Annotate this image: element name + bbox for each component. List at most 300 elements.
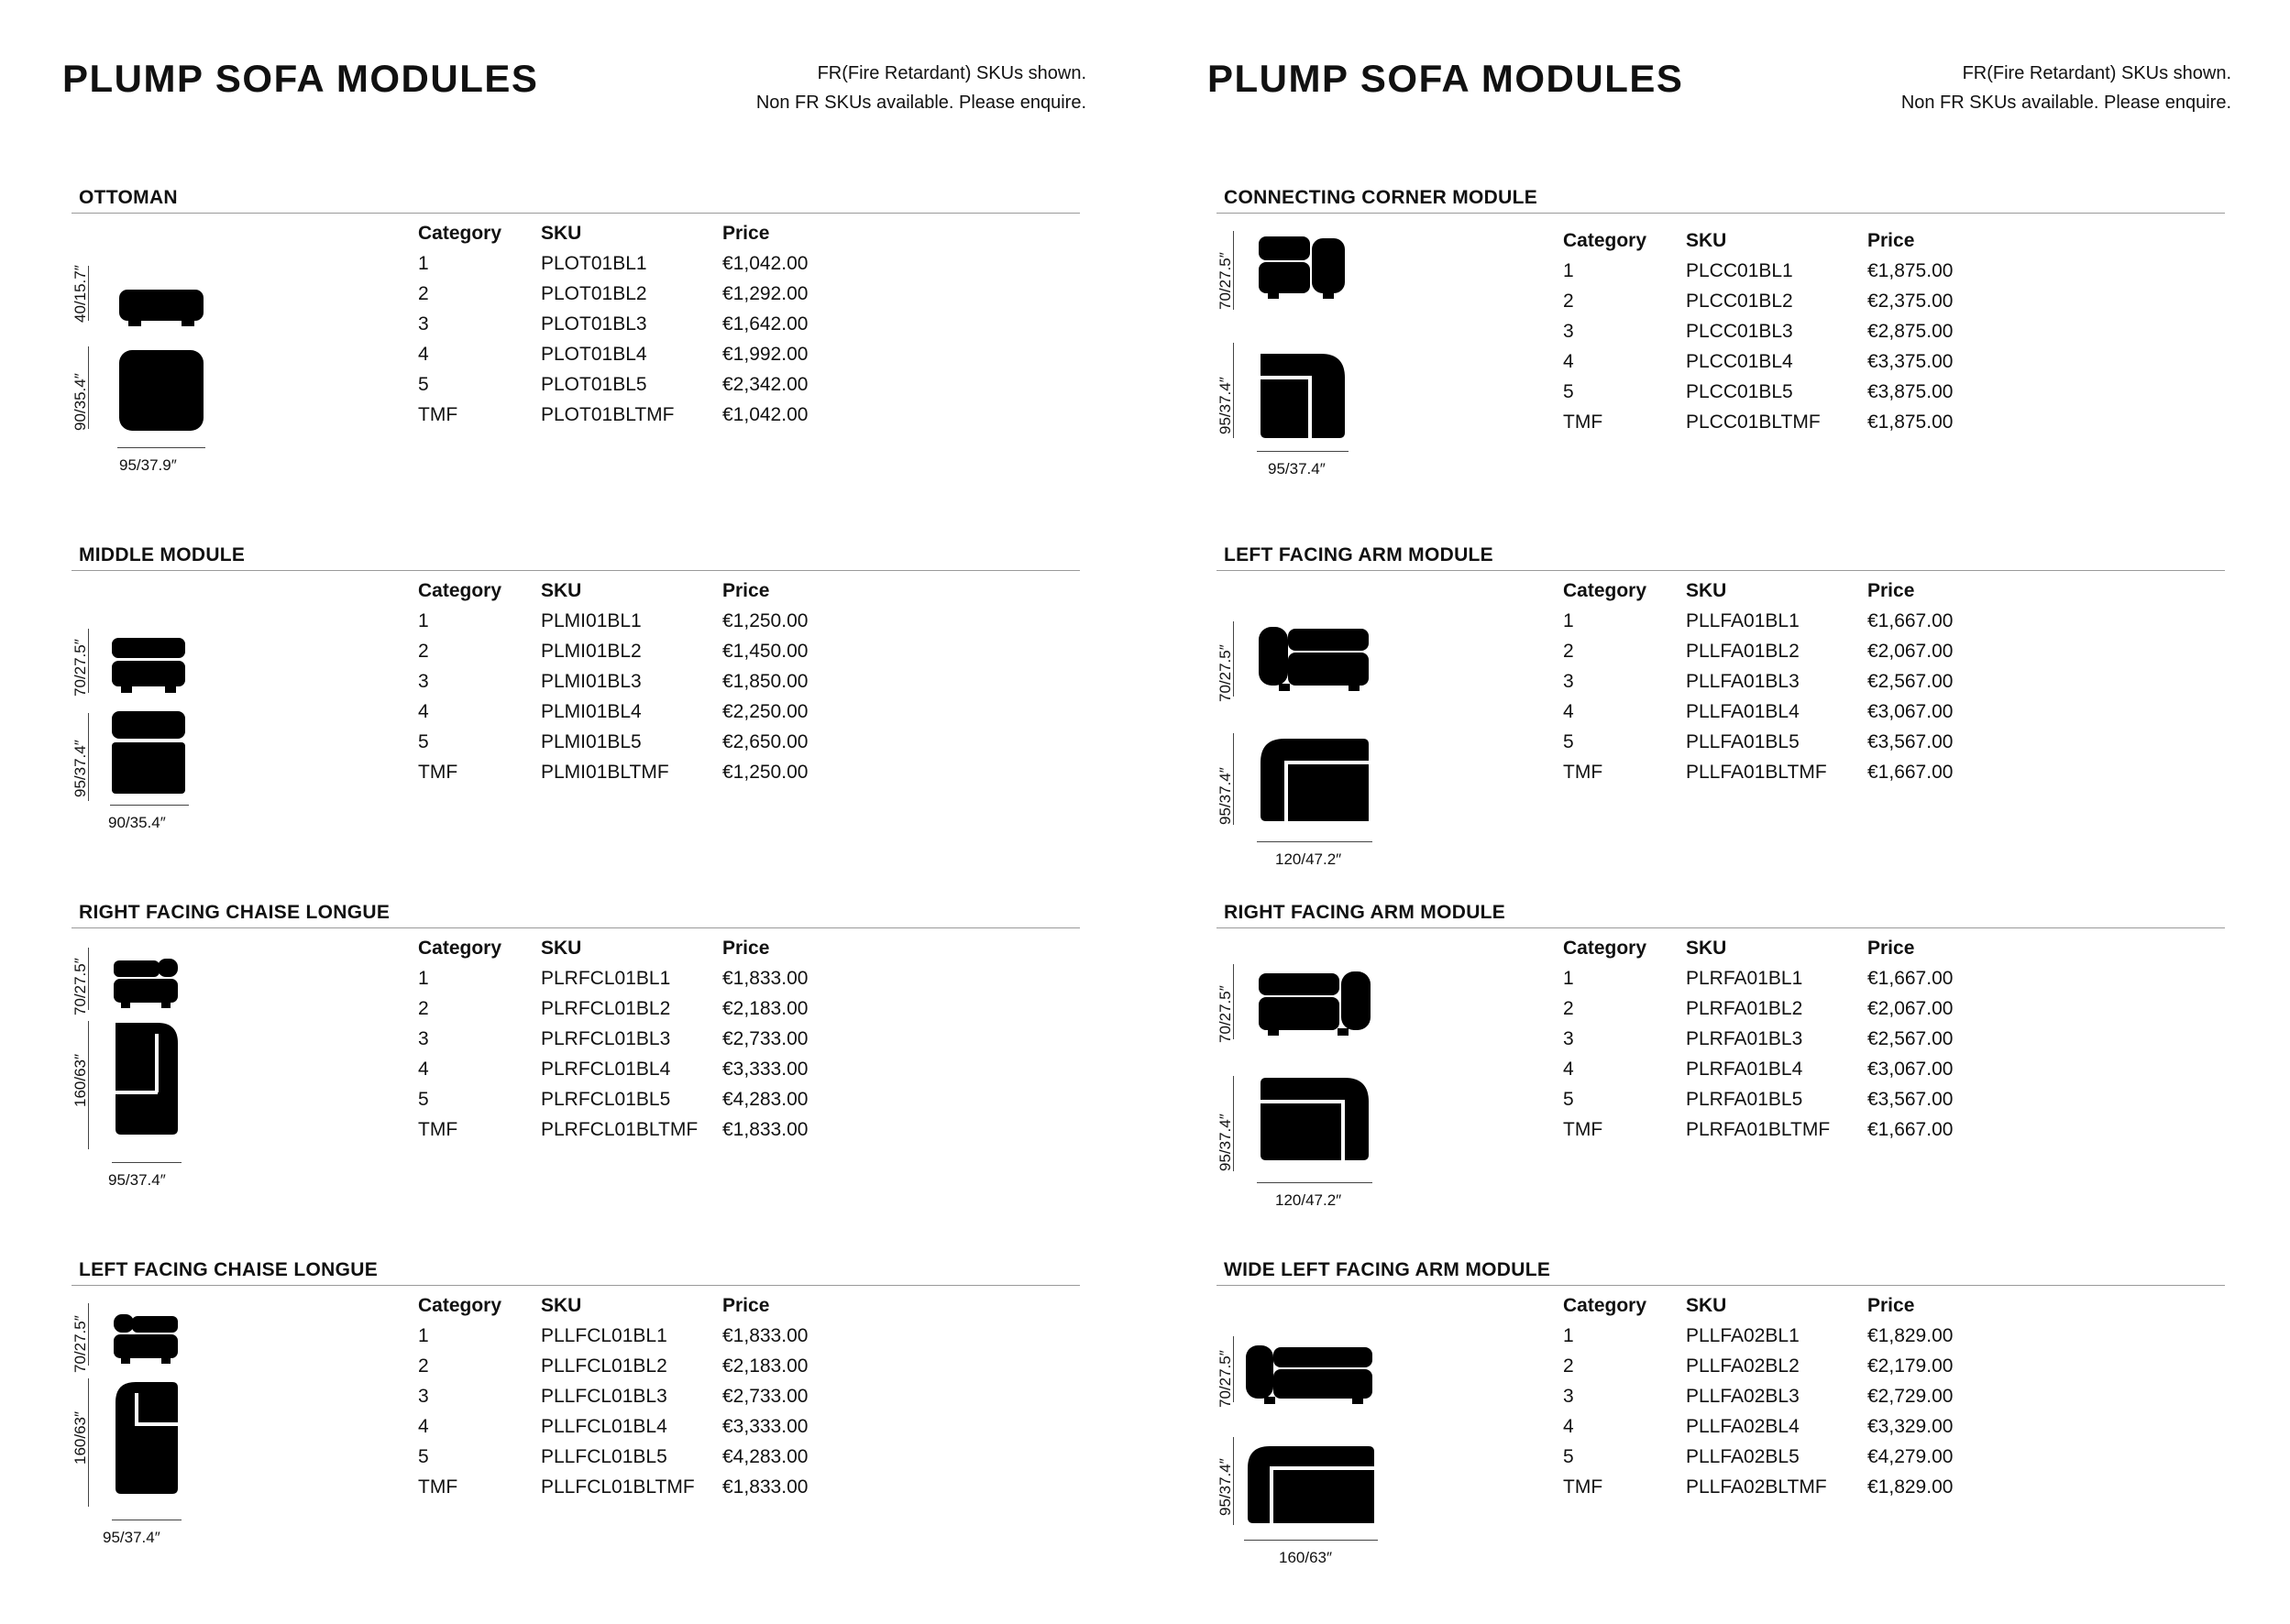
price-cell: €2,567.00 (1867, 671, 1954, 692)
dim-bottom-label: 95/37.4″ (1217, 767, 1234, 825)
category-cell: 1 (418, 610, 429, 631)
section-divider (1217, 570, 2225, 571)
category-cell: 3 (1563, 321, 1574, 342)
dim-top-label: 70/27.5″ (1217, 252, 1234, 310)
section-title: CONNECTING CORNER MODULE (1224, 187, 1538, 208)
sku-cell: PLRFCL01BL5 (541, 1089, 671, 1110)
sku-cell: PLRFA01BL1 (1686, 968, 1803, 989)
table-row (418, 1411, 851, 1442)
col-category-header: Category (1563, 230, 1647, 251)
price-cell: €1,667.00 (1867, 1119, 1954, 1140)
sku-cell: PLCC01BLTMF (1686, 411, 1821, 433)
dim-bottom-label: 160/63″ (72, 1053, 89, 1107)
ottoman-side-view-icon (117, 288, 205, 328)
table-row (1563, 993, 1996, 1024)
category-cell: TMF (1563, 1476, 1603, 1498)
category-cell: TMF (418, 404, 458, 425)
col-sku-header: SKU (541, 1295, 582, 1316)
category-cell: 1 (1563, 610, 1574, 631)
sku-cell: PLMI01BLTMF (541, 762, 669, 783)
sku-cell: PLLFCL01BL1 (541, 1325, 667, 1346)
price-cell: €2,250.00 (722, 701, 809, 722)
section-divider (1217, 1285, 2225, 1286)
price-cell: €1,667.00 (1867, 968, 1954, 989)
module-diagram (1217, 585, 1437, 878)
dim-bottom-label: 95/37.4″ (1217, 377, 1234, 434)
module-diagram (72, 942, 292, 1235)
sku-cell: PLOT01BL3 (541, 313, 647, 335)
right-chaise-side-view-icon (112, 957, 182, 1012)
sku-price-table (418, 1290, 851, 1502)
price-cell: €1,833.00 (722, 968, 809, 989)
corner-module-top-view-icon (1257, 350, 1349, 442)
sku-cell: PLOT01BL5 (541, 374, 647, 395)
price-cell: €4,283.00 (722, 1089, 809, 1110)
table-row (1563, 666, 1996, 697)
fr-note (1901, 59, 2231, 117)
wide-left-arm-side-view-icon (1244, 1342, 1378, 1406)
dim-width-label: 95/37.9″ (119, 456, 177, 474)
left-chaise-side-view-icon (112, 1312, 182, 1367)
table-row (418, 1114, 851, 1145)
category-cell: 1 (418, 1325, 429, 1346)
table-row (418, 1024, 851, 1054)
dim-width-label: 160/63″ (1279, 1549, 1333, 1566)
sku-cell: PLLFA02BL1 (1686, 1325, 1800, 1346)
sku-cell: PLLFA02BL5 (1686, 1446, 1800, 1467)
sku-cell: PLRFCL01BL3 (541, 1028, 671, 1049)
sku-cell: PLOT01BLTMF (541, 404, 675, 425)
right-arm-top-view-icon (1257, 1074, 1372, 1166)
table-row (1563, 697, 1996, 727)
dim-width-label: 95/37.4″ (108, 1171, 166, 1189)
table-row (418, 963, 851, 993)
price-cell: €2,650.00 (722, 731, 809, 752)
right-chaise-top-view-icon (112, 1019, 182, 1138)
table-row (418, 369, 851, 400)
col-price-header: Price (1867, 1295, 1915, 1316)
category-cell: 1 (418, 253, 429, 274)
table-row (1563, 963, 1996, 993)
price-cell: €1,875.00 (1867, 260, 1954, 281)
col-sku-header: SKU (1686, 938, 1727, 959)
category-cell: 4 (1563, 701, 1574, 722)
table-row (418, 248, 851, 279)
category-cell: 2 (418, 1355, 429, 1377)
dim-top-label: 70/27.5″ (1217, 985, 1234, 1043)
col-sku-header: SKU (541, 938, 582, 959)
catalog-page-right (1145, 0, 2290, 1624)
price-cell: €1,829.00 (1867, 1476, 1954, 1498)
dim-bottom-label: 95/37.4″ (1217, 1114, 1234, 1171)
dim-width-label: 95/37.4″ (1268, 460, 1326, 477)
section-title: MIDDLE MODULE (79, 544, 246, 565)
table-row (418, 1442, 851, 1472)
category-cell: 5 (418, 374, 429, 395)
col-category-header: Category (418, 580, 502, 601)
dim-top-label: 70/27.5″ (1217, 1350, 1234, 1408)
sku-cell: PLCC01BL5 (1686, 381, 1793, 402)
table-row (1563, 256, 1996, 286)
sku-cell: PLMI01BL2 (541, 641, 642, 662)
price-cell: €2,342.00 (722, 374, 809, 395)
sku-cell: PLMI01BL3 (541, 671, 642, 692)
col-category-header: Category (418, 1295, 502, 1316)
category-cell: 4 (1563, 351, 1574, 372)
price-cell: €3,875.00 (1867, 381, 1954, 402)
table-row (418, 1381, 851, 1411)
price-cell: €1,042.00 (722, 253, 809, 274)
table-row (1563, 757, 1996, 787)
price-cell: €1,042.00 (722, 404, 809, 425)
table-row (418, 993, 851, 1024)
fr-note-line2: Non FR SKUs available. Please enquire. (1900, 93, 2231, 113)
category-cell: 4 (1563, 1059, 1574, 1080)
category-cell: 3 (418, 313, 429, 335)
sku-cell: PLLFCL01BL4 (541, 1416, 667, 1437)
table-row (418, 666, 851, 697)
price-cell: €1,833.00 (722, 1119, 809, 1140)
section-wide-left-facing-arm-module (1217, 1259, 2225, 1617)
category-cell: 5 (1563, 731, 1574, 752)
category-cell: 4 (418, 1059, 429, 1080)
section-divider (72, 570, 1080, 571)
price-cell: €3,375.00 (1867, 351, 1954, 372)
sku-cell: PLMI01BL5 (541, 731, 642, 752)
price-cell: €1,833.00 (722, 1325, 809, 1346)
section-title: LEFT FACING ARM MODULE (1224, 544, 1493, 565)
category-cell: 1 (1563, 1325, 1574, 1346)
table-row (1563, 316, 1996, 346)
section-title: LEFT FACING CHAISE LONGUE (79, 1259, 379, 1280)
dim-top-label: 70/27.5″ (1217, 644, 1234, 702)
col-price-header: Price (722, 580, 770, 601)
section-title: WIDE LEFT FACING ARM MODULE (1224, 1259, 1551, 1280)
category-cell: 1 (1563, 968, 1574, 989)
price-cell: €3,567.00 (1867, 1089, 1954, 1110)
table-row (1563, 1411, 1996, 1442)
table-row (418, 697, 851, 727)
category-cell: 2 (1563, 998, 1574, 1019)
section-divider (72, 927, 1080, 928)
sku-cell: PLLFA01BL2 (1686, 641, 1800, 662)
module-diagram (1217, 1300, 1437, 1593)
col-category-header: Category (1563, 580, 1647, 601)
dim-width-label: 95/37.4″ (103, 1529, 160, 1546)
sku-cell: PLLFA01BL3 (1686, 671, 1800, 692)
col-sku-header: SKU (541, 580, 582, 601)
section-title: OTTOMAN (79, 187, 178, 208)
section-middle-module (72, 544, 1080, 902)
price-cell: €1,642.00 (722, 313, 809, 335)
category-cell: 4 (1563, 1416, 1574, 1437)
page-title: PLUMP SOFA MODULES (1207, 57, 1684, 100)
sku-price-table (1563, 933, 1996, 1145)
category-cell: 3 (1563, 1028, 1574, 1049)
section-right-facing-chaise-longue (72, 902, 1080, 1259)
table-row (418, 1321, 851, 1351)
fr-note (756, 59, 1086, 117)
category-cell: 2 (1563, 1355, 1574, 1377)
category-cell: 5 (1563, 1446, 1574, 1467)
section-connecting-corner-module (1217, 187, 2225, 544)
fr-note-line1: FR(Fire Retardant) SKUs shown. (817, 63, 1086, 83)
page-title: PLUMP SOFA MODULES (62, 57, 539, 100)
col-sku-header: SKU (1686, 1295, 1727, 1316)
table-row (418, 309, 851, 339)
price-cell: €1,875.00 (1867, 411, 1954, 433)
dim-bottom-label: 95/37.4″ (1217, 1458, 1234, 1516)
price-cell: €3,329.00 (1867, 1416, 1954, 1437)
sku-cell: PLLFA01BL1 (1686, 610, 1800, 631)
sku-cell: PLRFA01BL4 (1686, 1059, 1803, 1080)
sku-cell: PLLFCL01BL3 (541, 1386, 667, 1407)
middle-module-top-view-icon (110, 709, 189, 796)
category-cell: 5 (1563, 381, 1574, 402)
right-arm-side-view-icon (1257, 968, 1372, 1037)
price-cell: €1,850.00 (722, 671, 809, 692)
col-sku-header: SKU (1686, 580, 1727, 601)
table-row (1563, 1321, 1996, 1351)
left-chaise-top-view-icon (112, 1378, 182, 1498)
category-cell: 5 (418, 1446, 429, 1467)
col-category-header: Category (1563, 938, 1647, 959)
table-row (1563, 377, 1996, 407)
dim-bottom-label: 160/63″ (72, 1410, 89, 1465)
table-row (1563, 1054, 1996, 1084)
col-price-header: Price (722, 223, 770, 244)
sku-cell: PLLFA01BLTMF (1686, 762, 1827, 783)
col-sku-header: SKU (541, 223, 582, 244)
section-right-facing-arm-module (1217, 902, 2225, 1259)
price-cell: €1,992.00 (722, 344, 809, 365)
price-cell: €1,829.00 (1867, 1325, 1954, 1346)
sku-price-table (418, 576, 851, 787)
sku-cell: PLLFA01BL5 (1686, 731, 1800, 752)
sku-cell: PLCC01BL3 (1686, 321, 1793, 342)
sku-cell: PLLFA01BL4 (1686, 701, 1800, 722)
category-cell: 4 (418, 344, 429, 365)
left-arm-top-view-icon (1257, 735, 1372, 827)
col-price-header: Price (1867, 230, 1915, 251)
price-cell: €1,833.00 (722, 1476, 809, 1498)
category-cell: 3 (1563, 1386, 1574, 1407)
category-cell: 3 (418, 1386, 429, 1407)
col-price-header: Price (722, 1295, 770, 1316)
category-cell: 2 (418, 641, 429, 662)
category-cell: TMF (1563, 1119, 1603, 1140)
corner-module-side-view-icon (1257, 235, 1349, 304)
dim-top-label: 70/27.5″ (72, 1315, 89, 1373)
price-cell: €2,733.00 (722, 1386, 809, 1407)
price-cell: €3,067.00 (1867, 1059, 1954, 1080)
module-diagram (72, 227, 292, 521)
table-row (1563, 1472, 1996, 1502)
category-cell: 5 (1563, 1089, 1574, 1110)
table-row (1563, 1024, 1996, 1054)
table-row (1563, 636, 1996, 666)
sku-cell: PLOT01BL4 (541, 344, 647, 365)
table-row (418, 279, 851, 309)
sku-cell: PLMI01BL1 (541, 610, 642, 631)
dim-top-label: 70/27.5″ (72, 958, 89, 1015)
price-cell: €2,183.00 (722, 1355, 809, 1377)
col-category-header: Category (418, 223, 502, 244)
price-cell: €2,183.00 (722, 998, 809, 1019)
category-cell: 3 (1563, 671, 1574, 692)
sku-price-table (418, 933, 851, 1145)
category-cell: 5 (418, 1089, 429, 1110)
price-cell: €2,067.00 (1867, 998, 1954, 1019)
table-row (1563, 407, 1996, 437)
module-diagram (72, 1300, 292, 1593)
price-cell: €3,567.00 (1867, 731, 1954, 752)
sku-cell: PLRFA01BL2 (1686, 998, 1803, 1019)
category-cell: TMF (418, 1119, 458, 1140)
sku-cell: PLRFCL01BL2 (541, 998, 671, 1019)
category-cell: 5 (418, 731, 429, 752)
sku-cell: PLRFA01BLTMF (1686, 1119, 1831, 1140)
table-row (1563, 1351, 1996, 1381)
category-cell: TMF (418, 1476, 458, 1498)
section-divider (1217, 927, 2225, 928)
price-cell: €1,250.00 (722, 610, 809, 631)
category-cell: TMF (1563, 411, 1603, 433)
table-row (418, 727, 851, 757)
section-left-facing-chaise-longue (72, 1259, 1080, 1617)
table-row (1563, 727, 1996, 757)
price-cell: €3,333.00 (722, 1416, 809, 1437)
sku-cell: PLOT01BL1 (541, 253, 647, 274)
section-left-facing-arm-module (1217, 544, 2225, 902)
section-divider (72, 1285, 1080, 1286)
category-cell: 3 (418, 1028, 429, 1049)
dim-width-label: 90/35.4″ (108, 814, 166, 831)
table-row (1563, 1084, 1996, 1114)
sku-cell: PLLFCL01BL5 (541, 1446, 667, 1467)
section-divider (1217, 213, 2225, 214)
sku-cell: PLRFCL01BL4 (541, 1059, 671, 1080)
table-row (418, 757, 851, 787)
dim-bottom-label: 90/35.4″ (72, 373, 89, 431)
dim-width-label: 120/47.2″ (1275, 1191, 1342, 1209)
category-cell: 2 (1563, 291, 1574, 312)
dim-width-label: 120/47.2″ (1275, 850, 1342, 868)
section-divider (72, 213, 1080, 214)
sku-cell: PLLFA02BLTMF (1686, 1476, 1827, 1498)
table-row (418, 606, 851, 636)
table-row (418, 636, 851, 666)
price-cell: €2,179.00 (1867, 1355, 1954, 1377)
table-row (418, 400, 851, 430)
price-cell: €4,279.00 (1867, 1446, 1954, 1467)
price-cell: €1,292.00 (722, 283, 809, 304)
col-category-header: Category (418, 938, 502, 959)
col-sku-header: SKU (1686, 230, 1727, 251)
sku-cell: PLCC01BL4 (1686, 351, 1793, 372)
table-row (1563, 286, 1996, 316)
sku-cell: PLRFCL01BL1 (541, 968, 671, 989)
category-cell: TMF (1563, 762, 1603, 783)
dim-top-label: 70/27.5″ (72, 639, 89, 697)
fr-note-line1: FR(Fire Retardant) SKUs shown. (1962, 63, 2231, 83)
sku-price-table (1563, 225, 1996, 437)
section-title: RIGHT FACING CHAISE LONGUE (79, 902, 391, 923)
price-cell: €1,250.00 (722, 762, 809, 783)
table-row (1563, 606, 1996, 636)
category-cell: 4 (418, 701, 429, 722)
price-cell: €1,450.00 (722, 641, 809, 662)
sku-cell: PLLFCL01BL2 (541, 1355, 667, 1377)
table-row (418, 1054, 851, 1084)
sku-cell: PLRFA01BL5 (1686, 1089, 1803, 1110)
sku-cell: PLOT01BL2 (541, 283, 647, 304)
table-row (1563, 346, 1996, 377)
table-row (418, 1351, 851, 1381)
table-row (418, 339, 851, 369)
col-price-header: Price (1867, 580, 1915, 601)
sku-price-table (418, 218, 851, 430)
price-cell: €1,667.00 (1867, 762, 1954, 783)
sku-cell: PLCC01BL1 (1686, 260, 1793, 281)
category-cell: 4 (418, 1416, 429, 1437)
price-cell: €2,733.00 (722, 1028, 809, 1049)
sku-cell: PLLFA02BL2 (1686, 1355, 1800, 1377)
price-cell: €3,067.00 (1867, 701, 1954, 722)
category-cell: 2 (418, 283, 429, 304)
sku-cell: PLRFCL01BLTMF (541, 1119, 699, 1140)
category-cell: 2 (1563, 641, 1574, 662)
dim-top-label: 40/15.7″ (72, 265, 89, 323)
table-row (1563, 1114, 1996, 1145)
sku-cell: PLLFCL01BLTMF (541, 1476, 695, 1498)
sku-cell: PLRFA01BL3 (1686, 1028, 1803, 1049)
category-cell: 1 (1563, 260, 1574, 281)
dim-bottom-label: 95/37.4″ (72, 740, 89, 797)
category-cell: 2 (418, 998, 429, 1019)
sku-cell: PLLFA02BL3 (1686, 1386, 1800, 1407)
section-title: RIGHT FACING ARM MODULE (1224, 902, 1506, 923)
category-cell: 3 (418, 671, 429, 692)
price-cell: €2,875.00 (1867, 321, 1954, 342)
col-price-header: Price (722, 938, 770, 959)
table-row (418, 1472, 851, 1502)
category-cell: 1 (418, 968, 429, 989)
module-diagram (1217, 227, 1437, 521)
left-arm-side-view-icon (1257, 623, 1372, 693)
sku-cell: PLCC01BL2 (1686, 291, 1793, 312)
module-diagram (1217, 942, 1437, 1235)
price-cell: €2,729.00 (1867, 1386, 1954, 1407)
section-ottoman (72, 187, 1080, 544)
col-category-header: Category (1563, 1295, 1647, 1316)
col-price-header: Price (1867, 938, 1915, 959)
sku-cell: PLMI01BL4 (541, 701, 642, 722)
table-row (1563, 1381, 1996, 1411)
ottoman-top-view-icon (117, 348, 205, 433)
price-cell: €3,333.00 (722, 1059, 809, 1080)
price-cell: €2,567.00 (1867, 1028, 1954, 1049)
price-cell: €2,067.00 (1867, 641, 1954, 662)
price-cell: €2,375.00 (1867, 291, 1954, 312)
fr-note-line2: Non FR SKUs available. Please enquire. (755, 93, 1086, 113)
price-cell: €1,667.00 (1867, 610, 1954, 631)
middle-module-side-view-icon (110, 636, 189, 697)
wide-left-arm-top-view-icon (1244, 1443, 1378, 1529)
sku-price-table (1563, 576, 1996, 787)
module-diagram (72, 585, 292, 878)
sku-price-table (1563, 1290, 1996, 1502)
